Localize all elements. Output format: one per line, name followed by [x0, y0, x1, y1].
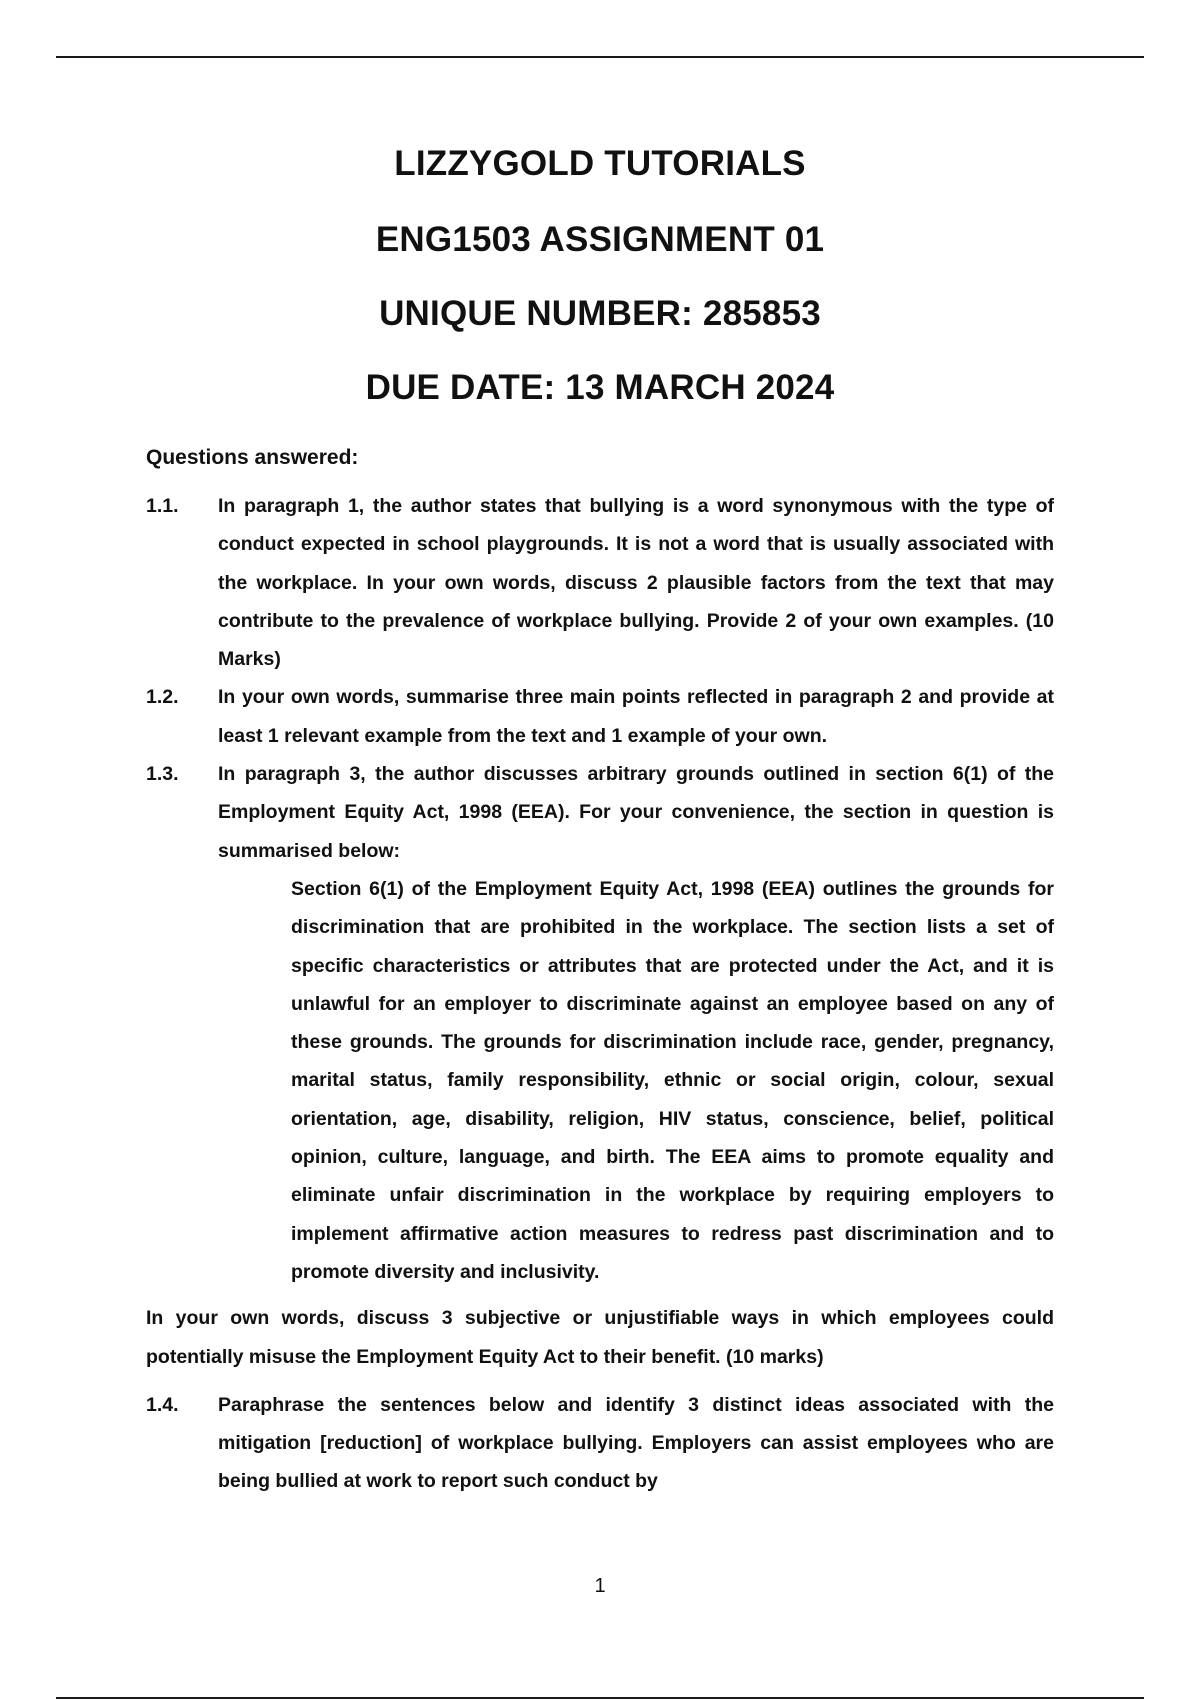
document-body — [146, 443, 1054, 1501]
tutor-name: LIZZYGOLD TUTORIALS — [394, 144, 806, 183]
document-header — [0, 140, 1200, 408]
question-number: 1.1. — [146, 495, 179, 517]
question-1-1 — [146, 487, 1054, 678]
question-number: 1.3. — [146, 763, 179, 786]
question-text: In paragraph 1, the author states that bullying is a word synonymous with the type of conduct expected in school playgrounds. It is not a word that is usually associated with the workplace. In your own words, discuss 2 plausible factors from the text that may contribute to the prevalence of workplace bullying. Provide 2 of your own examples. (10 Marks) — [218, 495, 1054, 671]
questions-heading: Questions answered: — [146, 446, 359, 469]
eea-section-quote: Section 6(1) of the Employment Equity Act, 1998 (EEA) outlines the grounds for discrimination that are prohibited in the workplace. The section lists a set of specific characteristics or attributes that are protected under the Act, and it is unlawful for an employer to discriminate against an employee based on any of these grounds. The grounds for discrimination include race, gender, pregnancy, marital status, family responsibility, ethnic or social origin, colour, sexual orientation, age, disability, religion, HIV status, conscience, belief, political opinion, culture, language, and birth. The EEA aims to promote equality and eliminate unfair discrimination in the workplace by requiring employers to implement affirmative action measures to redress past discrimination and to promote diversity and inclusivity. — [291, 877, 1054, 1283]
top-rule — [56, 56, 1144, 58]
assignment-title: ENG1503 ASSIGNMENT 01 — [375, 220, 825, 259]
bottom-rule — [56, 1697, 1144, 1699]
page-number: 1 — [594, 1575, 606, 1597]
question-1-3 — [146, 755, 1054, 870]
question-number: 1.2. — [146, 686, 179, 709]
question-1-2 — [146, 678, 1054, 755]
due-date: DUE DATE: 13 MARCH 2024 — [365, 368, 835, 407]
question-text: Paraphrase the sentences below and identify 3 distinct ideas associated with the mitigation [reduction] of workplace bullying. Employers can assist employees who are being bullied at work to report such conduct by — [218, 1393, 1054, 1493]
question-number: 1.4. — [146, 1393, 179, 1416]
question-text: In your own words, summarise three main points reflected in paragraph 2 and provide at least 1 relevant example from the text and 1 example of your own. — [218, 686, 1054, 747]
question-text: In paragraph 3, the author discusses arbitrary grounds outlined in section 6(1) of the Employment Equity Act, 1998 (EEA). For your convenience, the section in question is summarised below: — [218, 763, 1054, 862]
question-1-4 — [146, 1386, 1054, 1501]
followup-question: In your own words, discuss 3 subjective or unjustifiable ways in which employees could potentially misuse the Employment Equity Act to their benefit. (10 marks) — [146, 1307, 1054, 1368]
unique-number: UNIQUE NUMBER: 285853 — [379, 294, 821, 333]
